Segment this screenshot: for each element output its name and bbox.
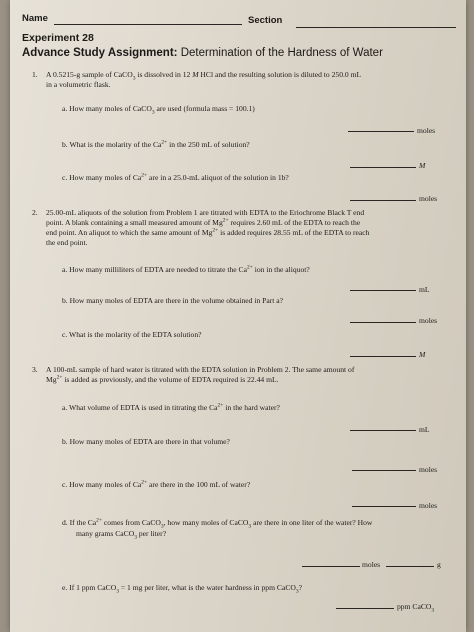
problem-3a: a. What volume of EDTA is used in titrating the $Ca^{2+}$ in the hard water? — [62, 402, 280, 412]
answer-2a-field[interactable] — [350, 290, 416, 291]
problem-3d-line-1: d. If the $Ca^{2+}$ comes from CaCO$_3$, how many moles of CaCO$_3$ are there in one liter of the water? How — [62, 517, 373, 530]
answer-1b-field[interactable] — [350, 167, 416, 168]
problem-2-line-4: the end point. — [46, 238, 88, 247]
answer-3a-unit: mL — [419, 425, 430, 434]
page-title — [22, 47, 383, 59]
answer-3d-grams-unit: g — [437, 560, 441, 569]
problem-3-line-2: $Mg^{2+}$ is added as previously, and the volume of EDTA required is 22.44 mL. — [46, 374, 279, 384]
answer-1b-unit: M — [419, 161, 426, 170]
answer-2b-field[interactable] — [350, 322, 416, 323]
answer-3c-field[interactable] — [352, 506, 416, 507]
answer-3a-field[interactable] — [350, 430, 416, 431]
problem-3-number: 3. — [32, 365, 38, 374]
answer-3e-unit: ppm CaCO$_3$ — [397, 602, 435, 614]
problem-1-text: A 0.5215-g sample of CaCO$_3$ is dissolved in 12 M HCl and the resulting solution is diluted to 250.0 mL — [46, 70, 362, 82]
title-rest: Determination of the Hardness of Water — [180, 47, 383, 59]
problem-2b: b. How many moles of EDTA are there in the volume obtained in Part a? — [62, 296, 284, 305]
answer-1a-unit: moles — [417, 126, 436, 135]
answer-2b-unit: moles — [419, 316, 438, 325]
answer-2c-field[interactable] — [350, 356, 416, 357]
problem-1a: a. How many moles of CaCO$_3$ are used (formula mass = 100.1) — [62, 104, 255, 116]
answer-3d-grams-field[interactable] — [386, 566, 434, 567]
problem-3e: e. If 1 ppm CaCO$_3$ = 1 mg per liter, what is the water hardness in ppm CaCO$_3$? — [62, 583, 302, 595]
answer-1c-unit: moles — [419, 194, 438, 203]
answer-2a-unit: mL — [419, 285, 430, 294]
experiment-number: Experiment 28 — [22, 32, 94, 44]
problem-2a: a. How many milliliters of EDTA are needed to titrate the $Ca^{2+}$ ion in the aliquot? — [62, 264, 310, 274]
problem-1-number: 1. — [32, 70, 38, 79]
problem-3d-line-2: many grams CaCO$_3$ per liter? — [76, 529, 167, 541]
problem-3-line-1: A 100-mL sample of hard water is titrated with the EDTA solution in Problem 2. The same amount of — [46, 365, 355, 374]
answer-3c-unit: moles — [419, 501, 438, 510]
problem-1-text-2: in a volumetric flask. — [46, 80, 111, 89]
name-label: Name — [22, 13, 48, 24]
problem-2-line-1: 25.00-mL aliquots of the solution from Problem 1 are titrated with EDTA to the Eriochrome Black T end — [46, 208, 365, 217]
problem-3b: b. How many moles of EDTA are there in that volume? — [62, 437, 230, 446]
problem-2-number: 2. — [32, 208, 38, 217]
problem-1b: b. What is the molarity of the $Ca^{2+}$ in the 250 mL of solution? — [62, 139, 250, 149]
answer-3d-moles-field[interactable] — [302, 566, 360, 567]
problem-2c: c. What is the molarity of the EDTA solution? — [62, 330, 202, 339]
section-label: Section — [248, 15, 283, 26]
problem-2-line-3: end point. An aliquot to which the same amount of $Mg^{2+}$ is added requires 28.55 mL of the EDTA to reach — [46, 227, 370, 237]
answer-1c-field[interactable] — [350, 200, 416, 201]
worksheet-page — [10, 0, 466, 632]
problem-1c: c. How many moles of $Ca^{2+}$ are in a 25.0-mL aliquot of the solution in 1b? — [62, 172, 289, 182]
answer-2c-unit: M — [419, 350, 426, 359]
problem-3c: c. How many moles of $Ca^{2+}$ are there in the 100 mL of water? — [62, 479, 251, 489]
answer-3b-unit: moles — [419, 465, 438, 474]
answer-3b-field[interactable] — [352, 470, 416, 471]
answer-1a-field[interactable] — [348, 131, 414, 132]
name-field[interactable] — [54, 24, 242, 25]
answer-3e-field[interactable] — [336, 608, 394, 609]
problem-2-line-2: point. A blank containing a small measured amount of $Mg^{2+}$ requires 2.60 mL of the EDTA to reach the — [46, 217, 361, 227]
answer-3d-moles-unit: moles — [362, 560, 381, 569]
title-bold: Advance Study Assignment: — [22, 47, 178, 59]
section-field[interactable] — [296, 27, 456, 28]
